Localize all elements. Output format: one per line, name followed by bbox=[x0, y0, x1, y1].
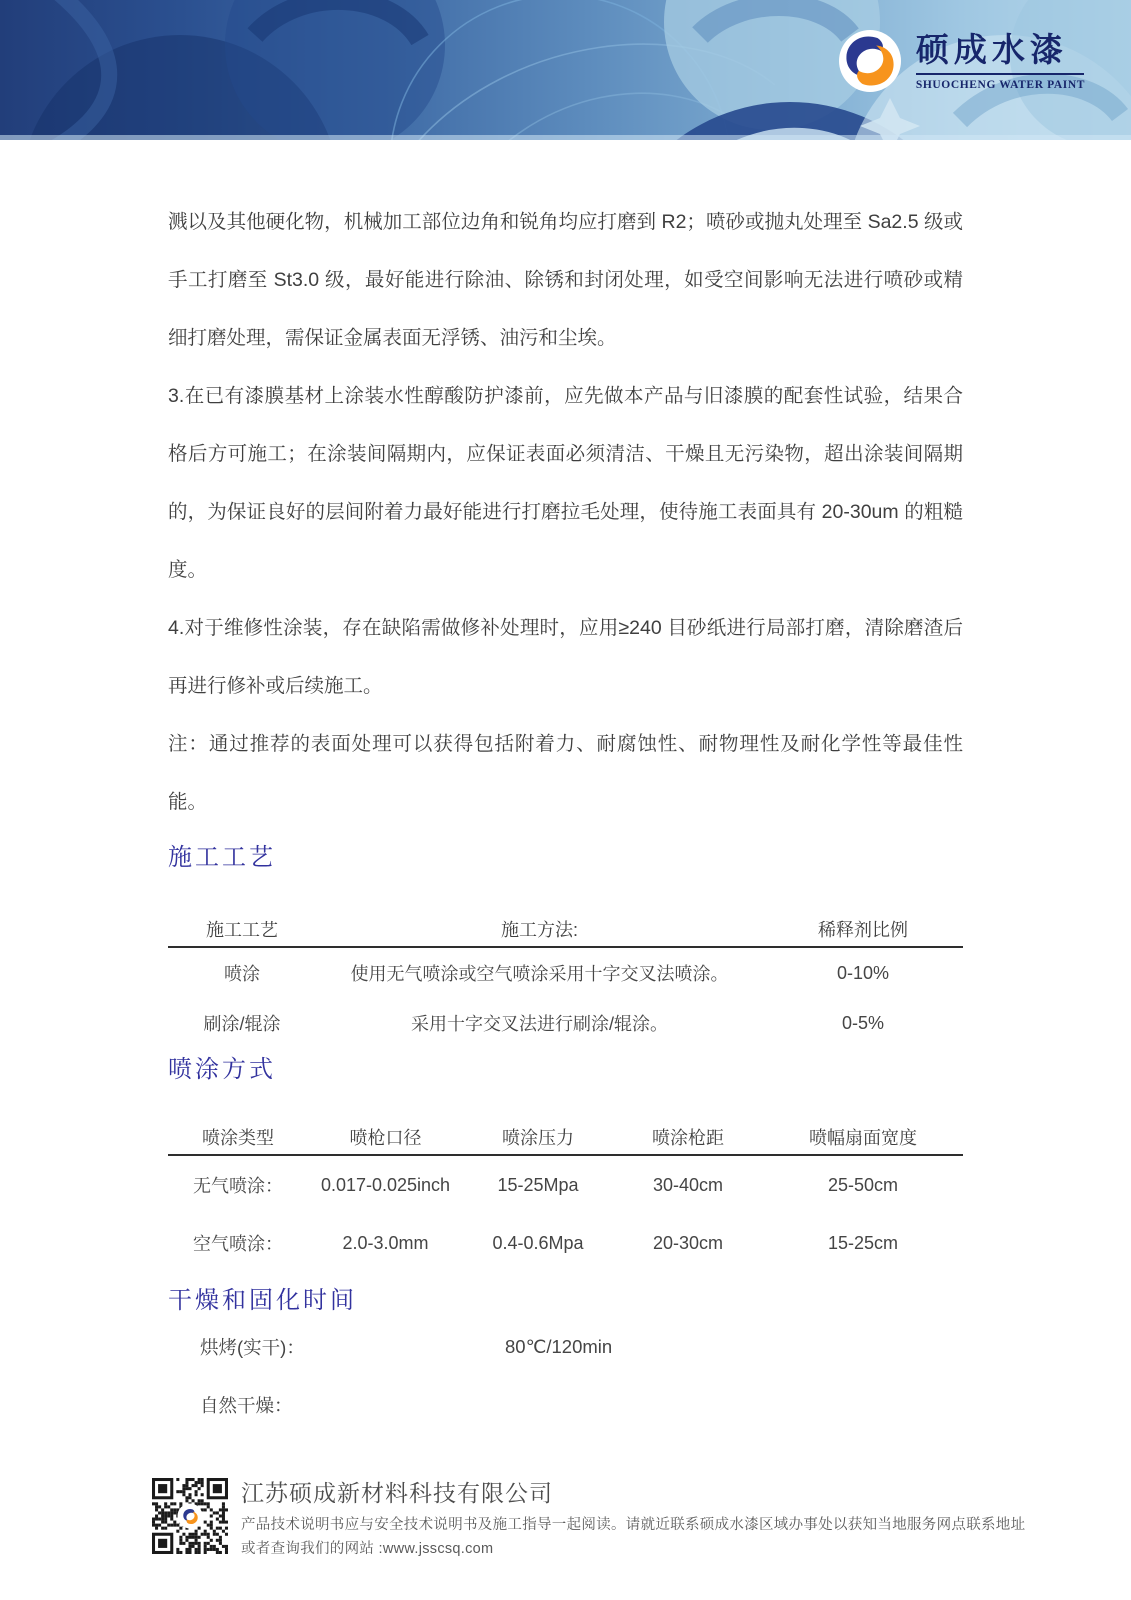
spray-table-header-row bbox=[168, 1120, 963, 1156]
qr-center-logo-icon bbox=[179, 1505, 201, 1527]
table-cell: 0.4-0.6Mpa bbox=[492, 1232, 584, 1253]
body-paragraph: 注：通过推荐的表面处理可以获得包括附着力、耐腐蚀性、耐物理性及耐化学性等最佳性能。 bbox=[168, 733, 963, 813]
qr-code bbox=[152, 1478, 228, 1554]
table-header-cell: 喷枪口径 bbox=[349, 1128, 422, 1148]
table-cell: 使用无气喷涂或空气喷涂采用十字交叉法喷涂。 bbox=[350, 964, 729, 984]
table-header-cell: 喷涂压力 bbox=[502, 1128, 574, 1148]
table-cell: 0-5% bbox=[841, 1012, 885, 1033]
table-row bbox=[168, 948, 963, 998]
footer-note-line: 产品技术说明书应与安全技术说明书及施工指导一起阅读。请就近联系硕成水漆区域办事处以获知当地服务网点联系地址 bbox=[241, 1517, 1026, 1533]
table-header-cell: 施工方法: bbox=[500, 920, 578, 940]
body-paragraph: 4.对于维修性涂装，存在缺陷需做修补处理时，应用≥240 目砂纸进行局部打磨，清除磨渣后再进行修补或后续施工。 bbox=[168, 617, 963, 697]
table-cell: 15-25Mpa bbox=[497, 1174, 579, 1195]
drying-item-row bbox=[168, 1376, 963, 1434]
drying-item-label: 自然干燥： bbox=[200, 1395, 293, 1416]
table-cell: 2.0-3.0mm bbox=[342, 1232, 429, 1253]
table-header-cell: 喷幅扇面宽度 bbox=[809, 1128, 917, 1148]
table-cell: 15-25cm bbox=[827, 1232, 899, 1253]
brand-name-en: SHUOCHENG WATER PAINT bbox=[915, 78, 1085, 91]
brand-logo-icon bbox=[839, 30, 901, 92]
document-content bbox=[0, 140, 1131, 1434]
table-cell: 无气喷涂： bbox=[193, 1176, 283, 1196]
table-row bbox=[168, 998, 963, 1048]
table-cell: 刷涂/辊涂 bbox=[203, 1014, 281, 1034]
table-cell: 采用十字交叉法进行刷涂/辊涂。 bbox=[411, 1014, 668, 1034]
table-cell: 0-10% bbox=[836, 962, 890, 983]
brand-divider bbox=[916, 73, 1084, 75]
table-header-cell: 稀释剂比例 bbox=[818, 920, 908, 940]
footer-note-line: 或者查询我们的网站 :www.jsscsq.com bbox=[241, 1541, 494, 1557]
table-cell: 0.017-0.025inch bbox=[320, 1174, 451, 1195]
body-paragraph: 溅以及其他硬化物，机械加工部位边角和锐角均应打磨到 R2；喷砂或抛丸处理至 Sa2.5 级或手工打磨至 St3.0 级，最好能进行除油、除锈和封闭处理，如受空间影响无法进行喷砂或精细打磨处理，需保证金属表面无浮锈、油污和尘埃。 bbox=[168, 211, 963, 349]
table-row bbox=[168, 1156, 963, 1214]
brand-name-cn: 硕成水漆 bbox=[915, 32, 1068, 69]
table-header-cell: 喷涂枪距 bbox=[652, 1128, 724, 1148]
table-cell: 喷涂 bbox=[224, 964, 260, 984]
drying-item-value: 80℃/120min bbox=[505, 1336, 613, 1357]
table-cell: 20-30cm bbox=[652, 1232, 724, 1253]
footer-note bbox=[241, 1513, 1025, 1561]
drying-item-label: 烘烤(实干)： bbox=[200, 1337, 305, 1358]
section-title-spray-method: 喷涂方式 bbox=[168, 1056, 276, 1083]
process-table-header-row bbox=[168, 912, 963, 948]
brand-logo bbox=[839, 30, 1085, 92]
table-header-cell: 施工工艺 bbox=[206, 920, 278, 940]
table-header-cell: 喷涂类型 bbox=[202, 1128, 274, 1148]
header-banner bbox=[0, 0, 1131, 140]
body-paragraph: 3.在已有漆膜基材上涂装水性醇酸防护漆前，应先做本产品与旧漆膜的配套性试验，结果合格后方可施工；在涂装间隔期内，应保证表面必须清洁、干燥且无污染物，超出涂装间隔期的，为保证良好的层间附着力最好能进行打磨拉毛处理，使待施工表面具有 20-30um 的粗糙度。 bbox=[168, 385, 963, 581]
table-cell: 25-50cm bbox=[827, 1174, 899, 1195]
footer-text-block bbox=[241, 1478, 1025, 1561]
table-cell: 空气喷涂： bbox=[193, 1234, 283, 1254]
footer bbox=[152, 1478, 1025, 1561]
table-row bbox=[168, 1214, 963, 1272]
drying-item-row bbox=[168, 1318, 963, 1376]
section-title-construction-process: 施工工艺 bbox=[168, 844, 276, 871]
brand-text-block bbox=[916, 32, 1085, 91]
table-cell: 30-40cm bbox=[652, 1174, 724, 1195]
section-title-drying-time: 干燥和固化时间 bbox=[168, 1287, 357, 1314]
company-name: 江苏硕成新材料科技有限公司 bbox=[241, 1480, 553, 1506]
